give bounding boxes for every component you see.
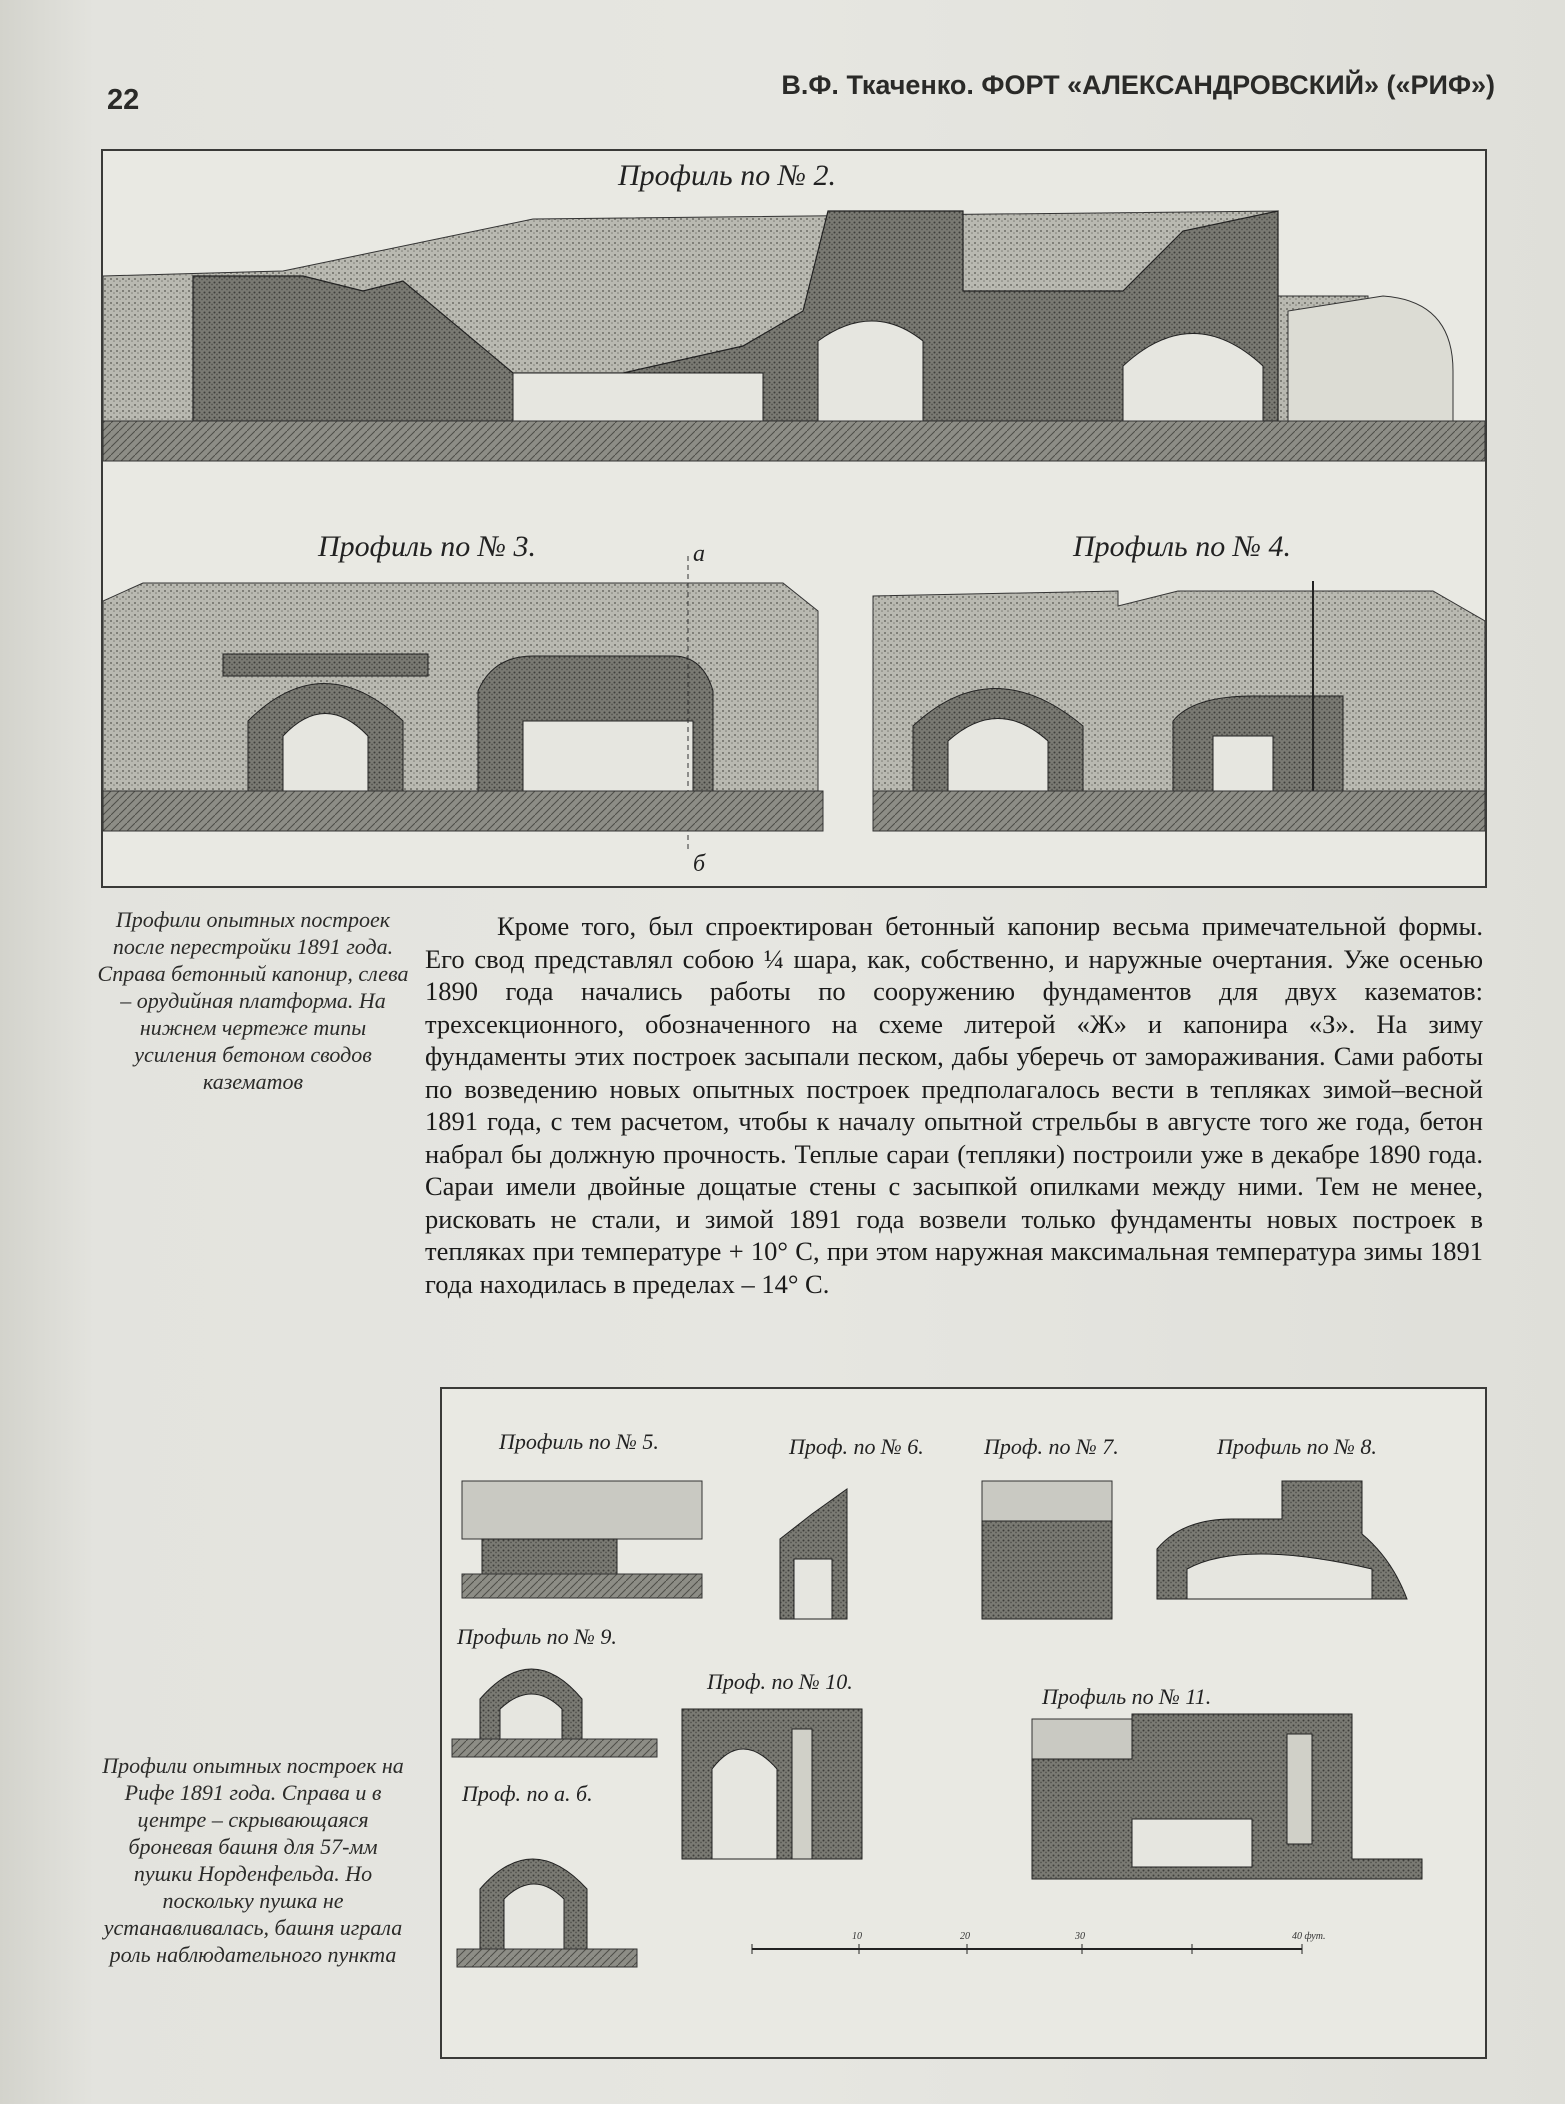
profile-2-turret (1288, 296, 1453, 421)
page-number: 22 (107, 84, 140, 116)
running-head: В.Ф. Ткаченко. ФОРТ «АЛЕКСАНДРОВСКИЙ» («РИФ») (781, 70, 1495, 100)
scale-label-30: 30 (1075, 1931, 1085, 1942)
body-paragraph: Кроме того, был спроектирован бетонный капонир весьма примечательной формы. Его свод представлял собою ¼ шара, как, собственно, и наружные очертания. Уже осенью 1890 года начались работы по сооружению фундаментов для двух казематов: трехсекционного, обозначенного на схеме литерой «Ж» и капонира «З». На зиму фундаменты этих построек засыпали песком, дабы уберечь от замораживания. Сами работы по возведению новых опытных построек предполагалось вести в тепляках зимой–весной 1891 года, с тем расчетом, чтобы к началу опытной стрельбы в августе того же года, бетон набрал бы должную прочность. Теплые сараи (тепляки) построили уже в декабре 1890 года. Сараи имели двойные дощатые стены с засыпкой опилками между ними. Тем не менее, рисковать не стали, и зимой 1891 года возвели только фундаменты новых построек в тепляках при температуре + 10° С, при этом наружная максимальная температура зимы 1891 года находилась в пределах – 14° С. (425, 911, 1483, 1299)
profile-9-ground (452, 1739, 657, 1757)
profile-3-vault-right-inner (523, 721, 693, 791)
profile-5-layers (462, 1481, 702, 1539)
profile-10-opening (712, 1749, 777, 1859)
profile-8-title: Профиль по № 8. (1217, 1434, 1377, 1459)
profile-9-title: Профиль по № 9. (457, 1624, 617, 1649)
profile-6-title: Проф. по № 6. (789, 1434, 924, 1459)
profile-6-opening (794, 1559, 832, 1619)
profile-4-title: Профиль по № 4. (1073, 530, 1291, 563)
profile-10-shaft (792, 1729, 812, 1859)
profile-ab-ground (457, 1949, 637, 1967)
profile-2-title: Профиль по № 2. (618, 159, 836, 192)
profile-11-shaft (1287, 1734, 1312, 1844)
scale-label-20: 20 (960, 1931, 970, 1942)
profile-2-casemate (513, 373, 763, 421)
profile-ab-title: Проф. по а. б. (462, 1781, 593, 1806)
profile-3-vault-left-inner (283, 714, 368, 792)
bottom-plate-drawing (442, 1389, 1485, 2057)
profile-5-ground (462, 1574, 702, 1598)
profile-2-ground (103, 421, 1485, 461)
scale-label-10: 10 (852, 1931, 862, 1942)
profile-4-ground (873, 791, 1485, 831)
caption-top: Профили опытных построек после перестройки 1891 года. Справа бетонный капонир, слева – орудийная платформа. На нижнем чертеже типы усиления бетоном сводов казематов (97, 907, 409, 1094)
profile-ab-vault-inner (504, 1884, 564, 1949)
profile-7-title: Проф. по № 7. (984, 1434, 1119, 1459)
profile-7-concrete (982, 1521, 1112, 1619)
profile-5-concrete (482, 1539, 617, 1574)
marker-b: б (693, 851, 706, 877)
top-plate (101, 149, 1487, 888)
marker-a: а (693, 541, 705, 567)
profile-2-arch-left (818, 321, 923, 421)
scale-bar (752, 1931, 1326, 1954)
profile-7-layers (982, 1481, 1112, 1521)
profile-3-platform (223, 654, 428, 676)
profile-4-vault-left-inner (948, 719, 1048, 792)
profile-11-layers (1032, 1719, 1132, 1759)
caption-bottom: Профили опытных построек на Рифе 1891 года. Справа и в центре – скрывающаяся броневая башня для 57-мм пушки Норденфельда. Но поскольку пушка не устанавливалась, башня играла роль наблюдательного пункта (102, 1753, 404, 1967)
profile-11-casemate (1132, 1819, 1252, 1867)
scale-label-40: 40 фут. (1292, 1931, 1326, 1942)
top-plate-drawing (103, 151, 1485, 886)
profile-4-vault-right-inner (1213, 736, 1273, 791)
profile-11-title: Профиль по № 11. (1042, 1684, 1212, 1709)
profile-3-ground (103, 791, 823, 831)
profile-5-title: Профиль по № 5. (499, 1429, 659, 1454)
bottom-plate (440, 1387, 1487, 2059)
profile-3-title: Профиль по № 3. (318, 530, 536, 563)
body-text (425, 910, 1483, 1300)
profile-10-title: Проф. по № 10. (707, 1669, 853, 1694)
